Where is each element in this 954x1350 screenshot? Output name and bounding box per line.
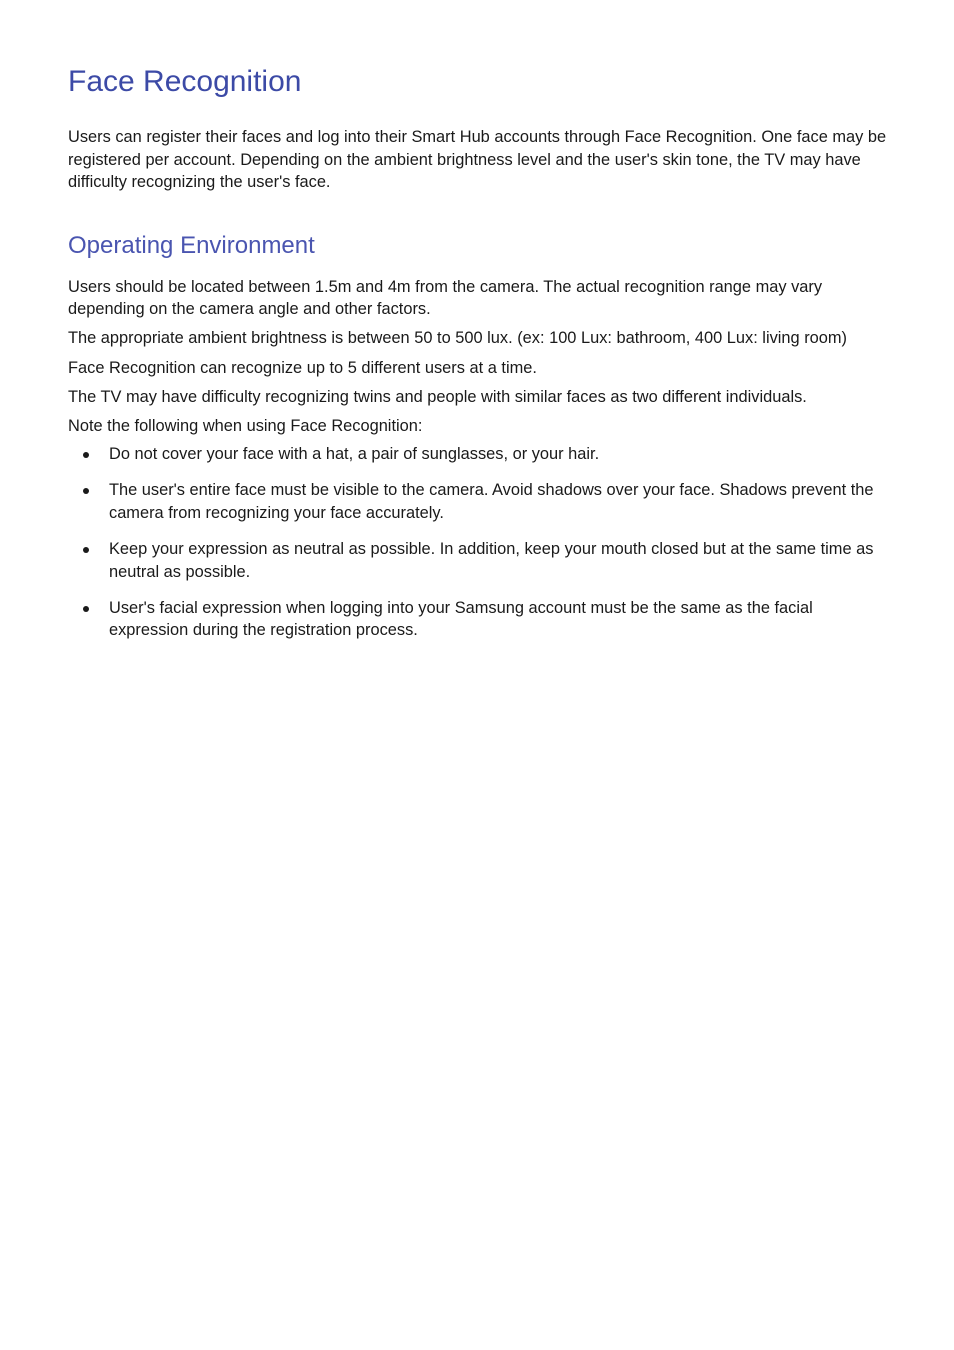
- list-item: [68, 538, 888, 583]
- section-heading: Operating Environment: [68, 231, 315, 259]
- twins-paragraph: The TV may have difficulty recognizing twins and people with similar faces as two different individuals.: [68, 387, 807, 406]
- note-paragraph: Note the following when using Face Recognition:: [68, 416, 423, 435]
- list-item: [68, 443, 888, 466]
- list-item-text: User's facial expression when logging into your Samsung account must be the same as the facial expression during the registration process.: [109, 598, 813, 640]
- list-item: [68, 597, 888, 642]
- distance-paragraph: Users should be located between 1.5m and 4m from the camera. The actual recognition range may vary depending on the camera angle and other factors.: [68, 277, 823, 319]
- bullet-icon: [83, 606, 89, 612]
- user-limit-paragraph: Face Recognition can recognize up to 5 different users at a time.: [68, 358, 537, 377]
- list-item: [68, 479, 888, 524]
- page-title: Face Recognition: [68, 65, 302, 98]
- bullet-icon: [83, 452, 89, 458]
- document-page: [68, 60, 888, 642]
- brightness-paragraph: The appropriate ambient brightness is between 50 to 500 lux. (ex: 100 Lux: bathroom, 400 Lux: living room): [68, 329, 848, 348]
- list-item-text: Do not cover your face with a hat, a pair of sunglasses, or your hair.: [109, 445, 600, 464]
- list-item-text: Keep your expression as neutral as possible. In addition, keep your mouth closed but at the same time as neutral as possible.: [109, 540, 874, 581]
- list-item-text: The user's entire face must be visible to the camera. Avoid shadows over your face. Shadows prevent the camera from recognizing your face accurately.: [109, 481, 874, 523]
- bullet-icon: [83, 547, 89, 553]
- bullet-icon: [83, 488, 89, 494]
- notes-list: [68, 443, 888, 642]
- intro-paragraph: Users can register their faces and log into their Smart Hub accounts through Face Recognition. One face may be registered per account. Depending on the ambient brightness level and the user's skin tone, the TV may have difficulty recognizing the user's face.: [68, 128, 887, 192]
